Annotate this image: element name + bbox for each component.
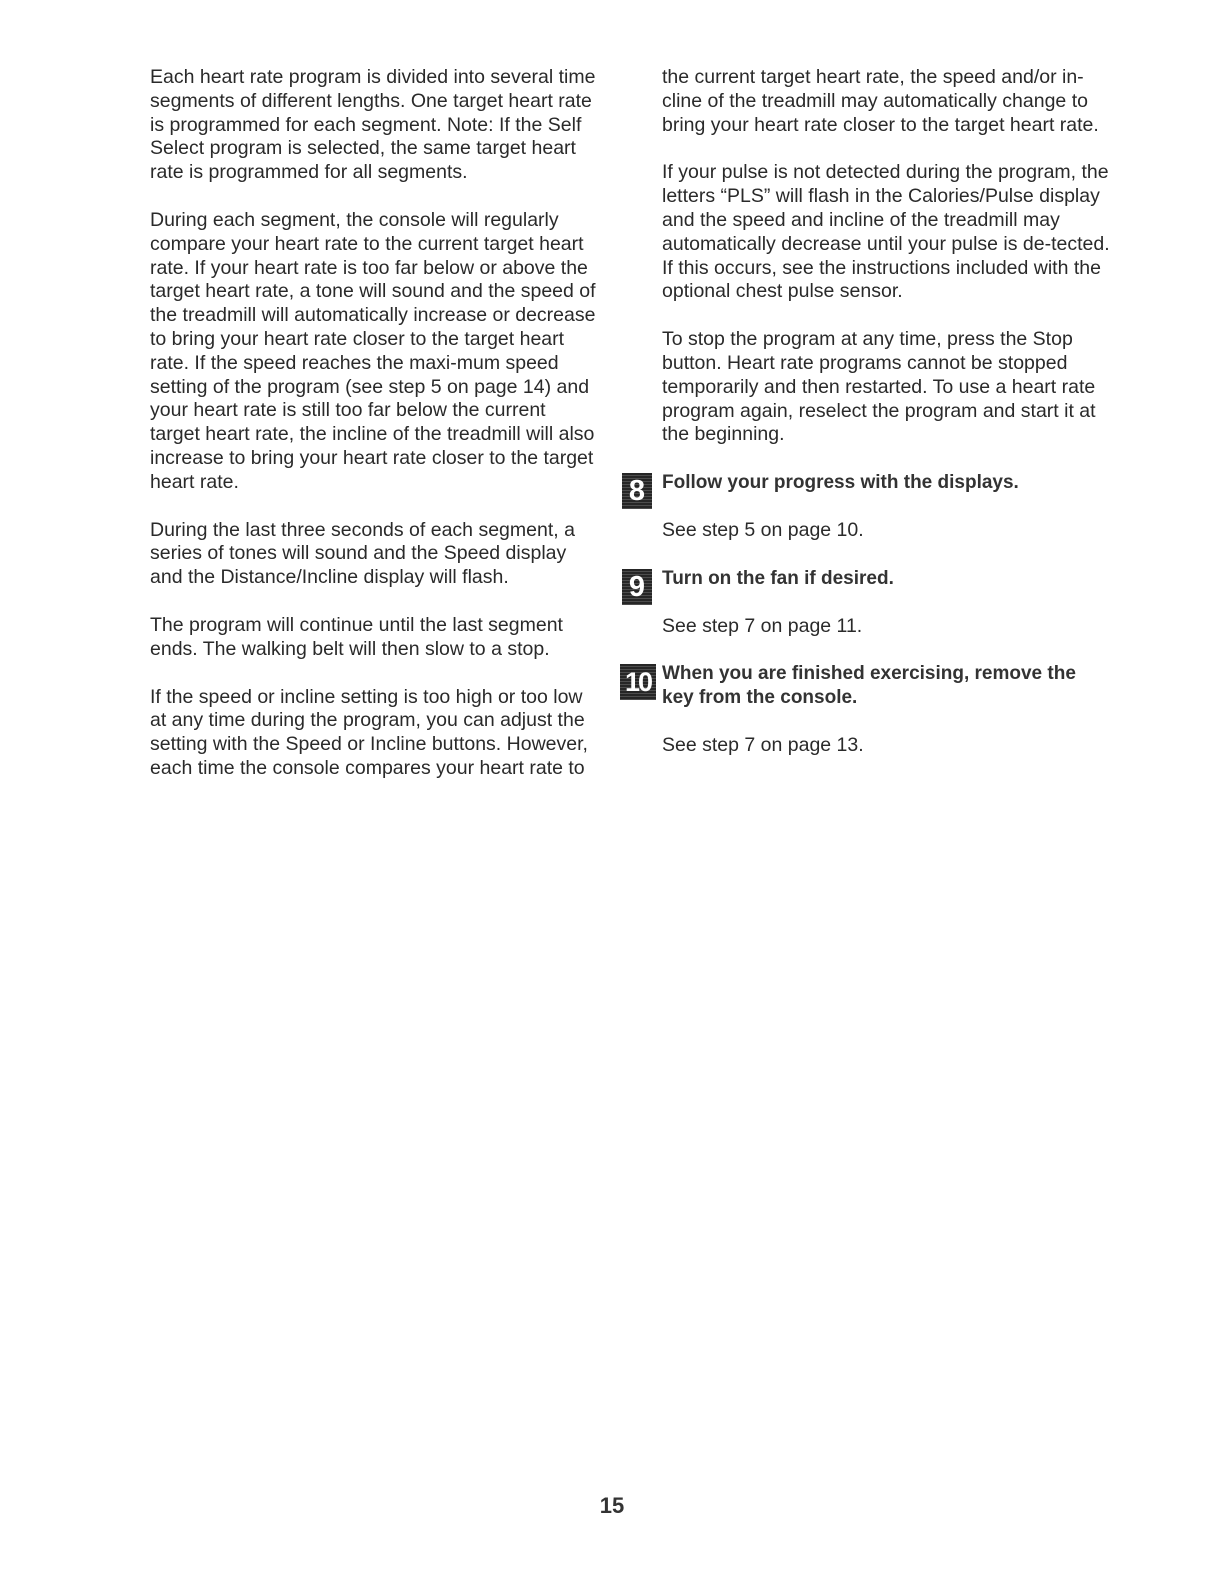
paragraph-segment-comparison: During each segment, the console will regularly compare your heart rate to the current target heart rate. If your heart rate is too far below or above the target heart rate, a tone will sound and the speed of the treadmill will automatically increase or decrease to bring your heart rate closer to the target heart rate. If the speed reaches the maxi-mum speed setting of the program (see step 5 on page 14) and your heart rate is still too far below the current target heart rate, the incline of the treadmill will also increase to bring your heart rate closer to the target heart rate. xyxy=(150,208,596,493)
paragraph-continued: the current target heart rate, the speed and/or in-cline of the treadmill may automatically change to bring your heart rate closer to the target heart rate. xyxy=(662,66,1099,136)
step-body: See step 5 on page 10. xyxy=(662,518,864,541)
left-column xyxy=(150,66,598,805)
step-number-badge: 8 xyxy=(622,473,652,509)
step-number-badge: 10 xyxy=(620,664,656,700)
step-heading xyxy=(628,567,1110,603)
step-body: See step 7 on page 11. xyxy=(662,614,863,637)
step-heading-text: When you are finished exercising, remove the key from the console. xyxy=(662,663,1076,709)
step-10 xyxy=(624,662,1110,757)
paragraph-program-end: The program will continue until the last segment ends. The walking belt will then slow to a stop. xyxy=(150,613,563,660)
paragraph-pulse-not-detected: If your pulse is not detected during the program, the letters “PLS” will flash in the Calories/Pulse display and the speed and incline of the treadmill may automatically decrease until your pulse is de-tected. If this occurs, see the instructions included with the optional chest pulse sensor. xyxy=(662,161,1110,303)
step-number-badge: 9 xyxy=(622,569,652,605)
paragraph-adjust-settings: If the speed or incline setting is too high or too low at any time during the program, you can adjust the setting with the Speed or Incline buttons. However, each time the console compares your heart rate to xyxy=(150,685,588,779)
paragraph-last-seconds: During the last three seconds of each segment, a series of tones will sound and the Speed display and the Distance/Incline display will flash. xyxy=(150,518,575,589)
step-heading-text: Turn on the fan if desired. xyxy=(662,567,894,589)
page-number: 15 xyxy=(599,1493,625,1518)
step-8 xyxy=(628,471,1110,543)
step-body: See step 7 on page 13. xyxy=(662,733,864,756)
step-heading xyxy=(624,662,1110,710)
paragraph-segments: Each heart rate program is divided into several time segments of different lengths. One target heart rate is programmed for each segment. Note: If the Self Select program is selected, the same target heart rate is programmed for all segments. xyxy=(150,66,596,184)
step-heading xyxy=(628,471,1110,508)
step-9 xyxy=(628,567,1110,639)
paragraph-stop-program: To stop the program at any time, press the Stop button. Heart rate programs cannot be stopped temporarily and then restarted. To use a heart rate program again, reselect the program and start it at the beginning. xyxy=(662,328,1096,446)
step-heading-text: Follow your progress with the displays. xyxy=(662,472,1019,494)
right-column xyxy=(624,66,1110,782)
